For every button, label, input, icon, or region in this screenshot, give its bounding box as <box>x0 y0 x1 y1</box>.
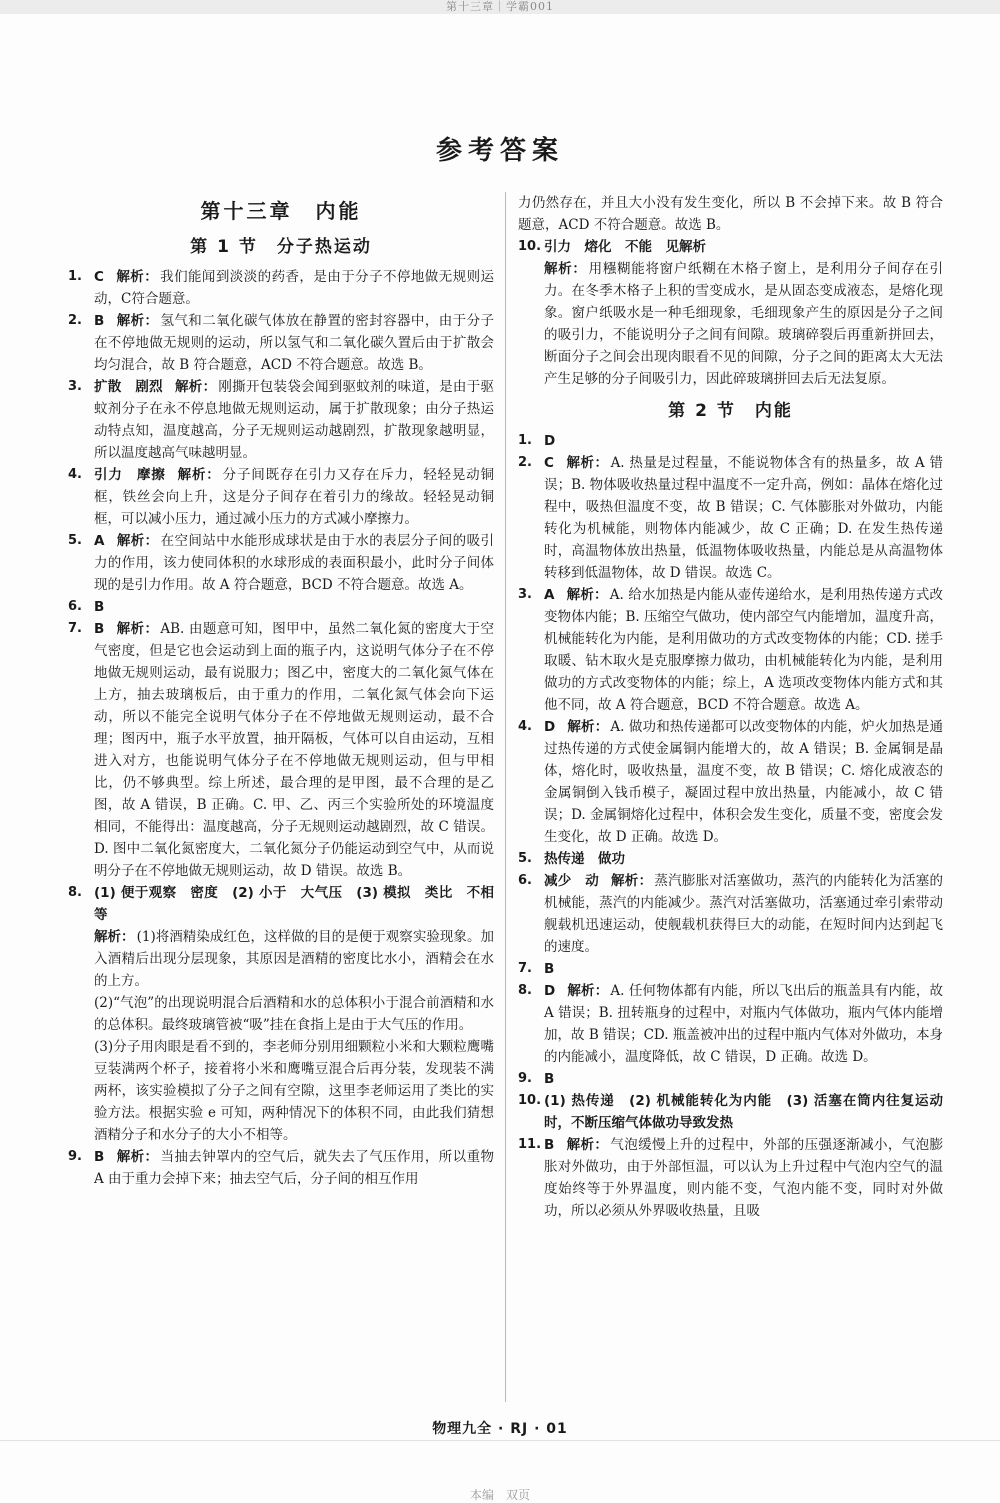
answer-list <box>518 430 943 1222</box>
answer-number: 10. <box>518 1093 542 1108</box>
answer-10-explanation <box>518 258 943 390</box>
explanation-label: 解析： <box>116 1149 159 1165</box>
answer-key: B <box>544 961 555 977</box>
answer-number: 1. <box>518 433 532 448</box>
answer-list <box>518 236 943 258</box>
answer-key: 热传递 做功 <box>544 851 625 867</box>
answer-item <box>68 310 494 376</box>
answer-key: C <box>94 269 104 285</box>
explanation-label: 解析： <box>566 587 608 603</box>
explanation-text: 用糨糊能将窗户纸糊在木格子窗上，是利用分子间存在引力。在冬季木格子上积的雪变成水，是从固态变成液态，是熔化现象。窗户纸吸水是一种毛细现象，毛细现象产生的原因是分子之间的吸引力，不能说明分子之间有间隙。玻璃碎裂后再重新拼回去，断面分子之间会出现肉眼看不见的间隙，分子之间的距离太大无法产生足够的分子间吸引力，因此碎玻璃拼回去后无法复原。 <box>544 261 944 387</box>
explanation-label: 解析： <box>116 621 159 637</box>
answer-item <box>518 430 943 452</box>
answer-number: 9. <box>68 1149 82 1164</box>
answer-number: 4. <box>68 467 82 482</box>
chapter-title: 第十三章 内能 <box>200 199 362 223</box>
explanation-label: 解析： <box>567 719 609 735</box>
answer-item <box>518 452 943 584</box>
explanation-text: 氢气和二氧化碳气体放在静置的密封容器中，由于分子在不停地做无规则的运动，所以氢气和二氧化碳久置后由于扩散会均匀混合，故 B 符合题意，ACD 不符合题意。故选 B。 <box>94 313 495 373</box>
answer-number: 5. <box>518 851 532 866</box>
answer-number: 4. <box>518 719 532 734</box>
explanation-label: 解析： <box>567 983 609 999</box>
answer-key: B <box>544 1137 555 1153</box>
section-title: 第 1 节 分子热运动 <box>190 237 372 257</box>
column-divider <box>505 192 506 1402</box>
explanation-label: 解析： <box>115 269 159 285</box>
explanation-text: (3)分子用肉眼是看不到的，李老师分别用细颗粒小米和大颗粒鹰嘴豆装满两个杯子，接着将小米和鹰嘴豆混合后再分装，发现装不满两杯，该实验模拟了分子之间有空隙，这里李老师运用了类比的实验方法。根据实验 e 可知，两种情况下的体积不同，由此我们猜想酒精分子和水分子的大小不相等。 <box>94 1039 494 1143</box>
page-edge <box>0 1440 1000 1441</box>
answer-item <box>68 266 494 310</box>
answer-key: D <box>544 719 556 735</box>
explanation-paragraph <box>68 1036 494 1146</box>
explanation-paragraph <box>68 926 494 992</box>
answer-key: A <box>544 587 555 603</box>
answer-number: 6. <box>68 599 82 614</box>
explanation-label: 解析： <box>116 533 159 549</box>
explanation-label: 解析： <box>566 1137 609 1153</box>
answer-item <box>518 716 943 848</box>
explanation-text: 当抽去钟罩内的空气后，就失去了气压作用，所以重物 A 由于重力会掉下来；抽去空气后，分子间的相互作用 <box>94 1149 495 1187</box>
answer-item <box>518 848 943 870</box>
explanation-text: 气泡缓慢上升的过程中，外部的压强逐渐减小，气泡膨胀对外做功，由于外部恒温，可以认为上升过程中气泡内空气的温度始终等于外界温度，则内能不变，气泡内能不变，同时对外做功，所以必须从外界吸收热量，且吸 <box>544 1137 944 1219</box>
explanation-text: (2)“气泡”的出现说明混合后酒精和水的总体积小于混合前酒精和水的总体积。最终玻璃管被“吸”挂在食指上是由于大气压的作用。 <box>94 995 494 1033</box>
answer-item <box>518 1134 943 1222</box>
answer-key: 减少 动 <box>544 873 600 889</box>
answer-number: 5. <box>68 533 82 548</box>
explanation-text: 我们能闻到淡淡的药香，是由于分子不停地做无规则运动，C符合题意。 <box>94 269 495 307</box>
explanation-text: 蒸汽膨胀对活塞做功，蒸汽的内能转化为活塞的机械能，蒸汽的内能减少。蒸汽对活塞做功，活塞通过牵引索带动舰载机迅速运动，使舰载机获得巨大的动能，在短时间内达到起飞的速度。 <box>544 873 944 955</box>
answer-number: 3. <box>68 379 82 394</box>
answer-item <box>518 1068 943 1090</box>
section-title: 第 2 节 内能 <box>668 401 793 421</box>
answer-number: 3. <box>518 587 532 602</box>
answer-number: 8. <box>518 983 532 998</box>
answer-key: D <box>544 433 556 449</box>
explanation-text: AB. 由题意可知，图甲中，虽然二氧化氮的密度大于空气密度，但是它也会运动到上面的瓶子内，这说明气体分子在不停地做无规则运动，最有说服力；图乙中，密度大的二氧化氮气体在上方，抽去玻璃板后，由于重力的作用，二氧化氮气体会向下运动，所以不能完全说明气体分子在不停地做无规则运动，最不合理；图丙中，瓶子水平放置，抽开隔板，气体可以自由运动，互相进入对方，也能说明气体分子在不停地做无规则运动，但与甲相比，仍不够典型。综上所述，最合理的是甲图，最不合理的是乙图，故 A 错误，B 正确。C. 甲、乙、丙三个实验所处的环境温度相同，不能得出：温度越高，分子无规则运动越剧烈，故 C 错误。D. 图中二氧化氮密度大，二氧化氮分子仍能运动到空气中，从而说明分子在不停地做无规则运动，故 D 错误。故选 B。 <box>94 621 494 879</box>
answer-number: 8. <box>68 885 82 900</box>
explanation-text: A. 任何物体都有内能，所以飞出后的瓶盖具有内能，故 A 错误；B. 扭转瓶身的过程中，对瓶内气体做功，瓶内气体内能增加，故 B 错误；CD. 瓶盖被冲出的过程中瓶内气体对外做功，本身的内能减小，温度降低，故 C 错误，D 正确。故选 D。 <box>544 983 944 1065</box>
answer-key: B <box>94 1149 105 1165</box>
answer-item <box>518 980 943 1068</box>
running-header: 第十三章｜学霸001 <box>446 0 554 13</box>
answer-key: B <box>94 313 105 329</box>
answer-list <box>68 266 494 926</box>
answer-item <box>518 584 943 716</box>
answer-key: A <box>94 533 105 549</box>
answer-key: C <box>544 455 554 471</box>
explanation-label: 解析： <box>544 261 587 277</box>
answer-key: (1) 热传递 (2) 机械能转化为内能 (3) 活塞在筒内往复运动时，不断压缩气体做功导致发热 <box>544 1093 943 1131</box>
explanation-text: 刚撕开包装袋会闻到驱蚊剂的味道，是由于驱蚊剂分子在永不停息地做无规则运动，属于扩散现象；由分子热运动特点知，温度越高，分子无规则运动越剧烈，扩散现象越明显，所以温度越高气味越明显。 <box>94 379 495 461</box>
continuation-text: 力仍然存在，并且大小没有发生变化，所以 B 不会掉下来。故 B 符合题意，ACD 不符合题意。故选 B。 <box>518 195 943 233</box>
answer-number: 2. <box>68 313 82 328</box>
answer-number: 9. <box>518 1071 532 1086</box>
answer-key: 引力 熔化 不能 见解析 <box>544 239 706 255</box>
explanation-text: 在空间站中水能形成球状是由于水的表层分子间的吸引力的作用，该力使同体积的水球形成的表面积最小，此时分子间体现的是引力作用。故 A 符合题意，BCD 不符合题意。故选 A。 <box>94 533 495 593</box>
explanation-text: A. 做功和热传递都可以改变物体的内能，炉火加热是通过热传递的方式使金属铜内能增大的，故 A 错误；B. 金属铜是晶体，熔化时，吸收热量，温度不变，故 B 错误；C. 熔化成液态的金属铜倒入钱币模子，凝固过程中放出热量，内能减小，故 C 错误；D. 金属铜熔化过程中，体积会发生变化，质量不变，密度会发生变化，故 D 正确。故选 D。 <box>544 719 944 845</box>
explanation-label: 解析： <box>94 929 135 945</box>
explanation-paragraph <box>68 992 494 1036</box>
explanation-text: A. 热量是过程量，不能说物体含有的热量多，故 A 错误；B. 物体吸收热量过程中温度不一定升高，例如：晶体在熔化过程中，吸热但温度不变，故 B 错误；C. 气体膨胀对外做功，内能转化为机械能，则物体内能减少，故 C 正确；D. 在发生热传递时，高温物体放出热量，低温物体吸收热量，内能总是从高温物体转移到低温物体，故 D 错误。故选 C。 <box>544 455 943 581</box>
explanation-label: 解析： <box>177 467 221 483</box>
answer-number: 11. <box>518 1137 542 1152</box>
answer-key: B <box>94 621 105 637</box>
answer-item <box>518 870 943 958</box>
answer-key: B <box>94 599 105 615</box>
page-title: 参考答案 <box>435 136 564 166</box>
answer-key: D <box>544 983 556 999</box>
answer-number: 6. <box>518 873 532 888</box>
answer-item <box>68 376 494 464</box>
answer-item <box>68 618 494 882</box>
explanation-label: 解析： <box>565 455 609 471</box>
answer-number: 7. <box>518 961 532 976</box>
answer-item <box>68 530 494 596</box>
answer-key: B <box>544 1071 555 1087</box>
explanation-text: A. 给水加热是内能从壶传递给水，是利用热传递方式改变物体内能；B. 压缩空气做功，使内部空气内能增加，温度升高，机械能转化为内能，是利用做功的方式改变物体的内能；CD. 搓手取暖、钻木取火是克服摩擦力做功，由机械能转化为内能，是利用做功的方式改变物体的内能；综上，A 选项改变物体内能方式和其他不同，故 A 符合题意，BCD 不符合题意。故选 A。 <box>544 587 943 713</box>
right-column <box>518 192 943 1222</box>
bottom-label: 本编 双页 <box>469 1488 530 1502</box>
answer-number: 2. <box>518 455 532 470</box>
answer-item <box>68 464 494 530</box>
answer-item <box>68 882 494 926</box>
explanation-text: 分子间既存在引力又存在斥力，轻轻晃动铜框，铁丝会向上升，这是分子间存在着引力的缘故。轻轻晃动铜框，可以减小压力，通过减小压力的方式减小摩擦力。 <box>94 467 495 527</box>
answer-item <box>518 958 943 980</box>
answer-item <box>518 236 943 258</box>
answer-number: 7. <box>68 621 82 636</box>
answer-key: (1) 便于观察 密度 (2) 小于 大气压 (3) 模拟 类比 不相等 <box>94 885 494 923</box>
explanation-label: 解析： <box>174 379 217 395</box>
answer-item <box>68 1146 494 1190</box>
answer-number: 10. <box>518 239 542 254</box>
explanation-label: 解析： <box>116 313 159 329</box>
left-column <box>68 192 494 1190</box>
answer-item <box>518 1090 943 1134</box>
top-band <box>0 0 1000 14</box>
explanation-text: (1)将酒精染成红色，这样做的目的是便于观察实验现象。加入酒精后出现分层现象，其原因是酒精的密度比水小，酒精会在水的上方。 <box>94 929 494 989</box>
answer-item <box>68 596 494 618</box>
answer-8-explanation <box>68 926 494 1146</box>
answer-number: 1. <box>68 269 82 284</box>
answer-key: 扩散 剧烈 <box>94 379 163 395</box>
page-footer: 物理九全 · RJ · 01 <box>432 1421 568 1437</box>
answer-key: 引力 摩擦 <box>94 467 166 483</box>
explanation-label: 解析： <box>611 873 653 889</box>
